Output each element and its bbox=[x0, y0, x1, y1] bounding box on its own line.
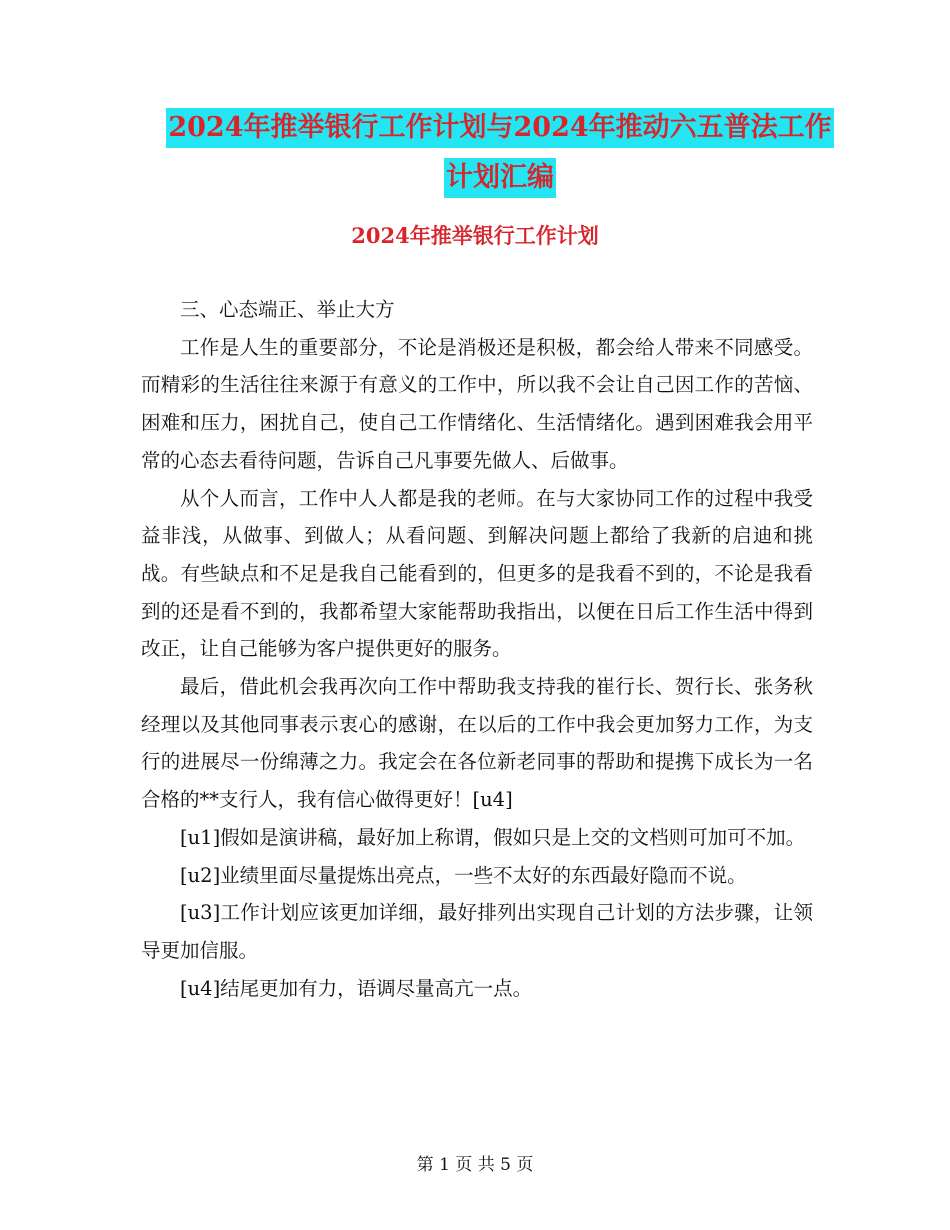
paragraph: 从个人而言，工作中人人都是我的老师。在与大家协同工作的过程中我受益非浅，从做事、到做人；从看问题、到解决问题上都给了我新的启迪和挑战。有些缺点和不足是我自己能看到的，但更多的是我看不到的，不论是我看到的还是看不到的，我都希望大家能帮助我指出，以便在日后工作生活中得到改正，让自己能够为客户提供更好的服务。 bbox=[141, 486, 813, 661]
annotation-note: [u3]工作计划应该更加详细，最好排列出实现自己计划的方法步骤，让领导更加信服。 bbox=[141, 901, 813, 962]
section-title: 2024年推举银行工作计划 bbox=[351, 223, 599, 248]
document-body bbox=[141, 291, 813, 1007]
document-title bbox=[140, 108, 860, 198]
title-line-1: 2024年推举银行工作计划与2024年推动六五普法工作 bbox=[166, 108, 833, 148]
annotation-note: [u2]业绩里面尽量提炼出亮点，一些不太好的东西最好隐而不说。 bbox=[180, 863, 747, 887]
annotation-note: [u4]结尾更加有力，语调尽量高亢一点。 bbox=[180, 976, 533, 1000]
annotation-note: [u1]假如是演讲稿，最好加上称谓，假如只是上交的文档则可加可不加。 bbox=[180, 825, 806, 849]
paragraph-heading: 三、心态端正、举止大方 bbox=[180, 298, 395, 321]
title-line-2: 计划汇编 bbox=[444, 158, 556, 198]
paragraph: 工作是人生的重要部分，不论是消极还是积极，都会给人带来不同感受。而精彩的生活往往来源于有意义的工作中，所以我不会让自己因工作的苦恼、困难和压力，困扰自己，使自己工作情绪化、生活情绪化。遇到困难我会用平常的心态去看待问题，告诉自己凡事要先做人、后做事。 bbox=[141, 335, 813, 472]
paragraph: 最后，借此机会我再次向工作中帮助我支持我的崔行长、贺行长、张务秋经理以及其他同事表示衷心的感谢，在以后的工作中我会更加努力工作，为支行的进展尽一份绵薄之力。我定会在各位新老同事的帮助和提携下成长为一名合格的**支行人，我有信心做得更好！[u4] bbox=[141, 675, 813, 812]
page-footer: 第 1 页 共 5 页 bbox=[416, 1155, 534, 1175]
